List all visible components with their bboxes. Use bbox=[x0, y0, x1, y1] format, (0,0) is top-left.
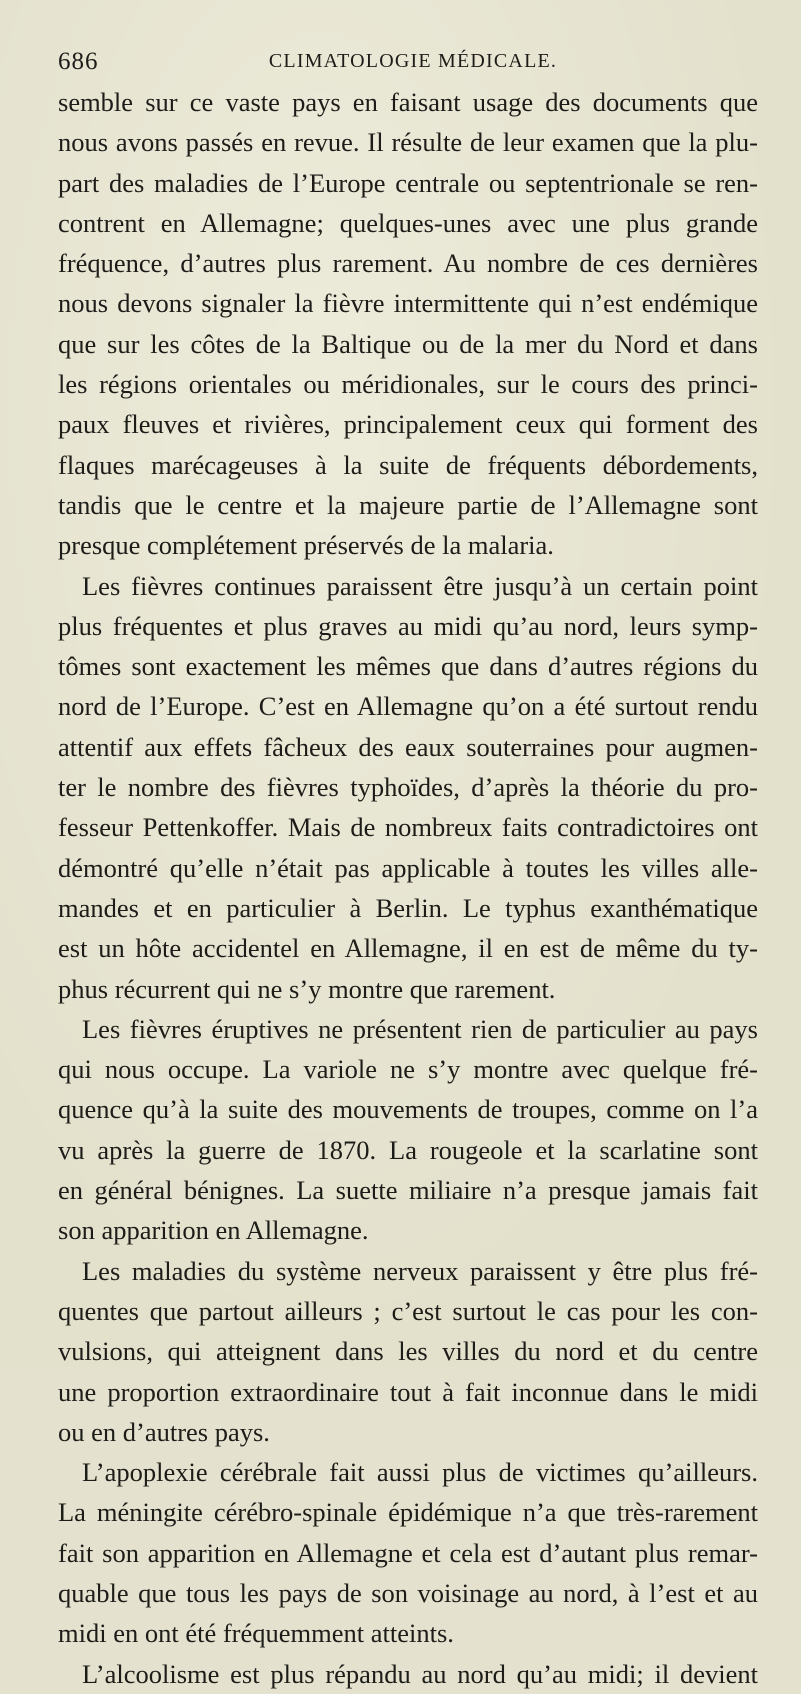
text-line: que sur les côtes de la Baltique ou de la mer du Nord et dans bbox=[58, 328, 758, 359]
text-line: les régions orientales ou méridionales, sur le cours des princi- bbox=[58, 369, 758, 400]
text-line: son apparition en Allemagne. bbox=[58, 1215, 369, 1246]
text-line: L’alcoolisme est plus répandu au nord qu’au midi; il devient bbox=[82, 1658, 758, 1689]
text-line: L’apoplexie cérébrale fait aussi plus de victimes qu’ailleurs. bbox=[82, 1457, 758, 1488]
text-line: ou en d’autres pays. bbox=[58, 1416, 270, 1447]
text-line: fréquence, d’autres plus rarement. Au nombre de ces dernières bbox=[58, 248, 758, 279]
text-line: Les fièvres éruptives ne présentent rien de particulier au pays bbox=[82, 1013, 758, 1044]
text-line: vulsions, qui atteignent dans les villes du nord et du centre bbox=[58, 1336, 758, 1367]
text-line: flaques marécageuses à la suite de fréquents débordements, bbox=[58, 449, 758, 480]
text-line: en général bénignes. La suette miliaire n’a presque jamais fait bbox=[58, 1175, 758, 1206]
text-line: tandis que le centre et la majeure partie de l’Allemagne sont bbox=[58, 489, 758, 520]
text-line: qui nous occupe. La variole ne s’y montre avec quelque fré- bbox=[58, 1054, 758, 1085]
text-line: Les fièvres continues paraissent être jusqu’à un certain point bbox=[82, 570, 758, 601]
text-line: attentif aux effets fâcheux des eaux souterraines pour augmen- bbox=[58, 731, 758, 762]
text-line: La méningite cérébro-spinale épidémique n’a que très-rarement bbox=[58, 1497, 758, 1528]
text-line: presque complétement préservés de la malaria. bbox=[58, 530, 554, 561]
text-line: midi en ont été fréquemment atteints. bbox=[58, 1618, 454, 1649]
page-number: 686 bbox=[58, 48, 99, 75]
text-line: semble sur ce vaste pays en faisant usage des documents que bbox=[58, 87, 758, 117]
running-head bbox=[58, 48, 738, 82]
text-line: est un hôte accidentel en Allemagne, il en est de même du ty- bbox=[58, 933, 758, 964]
text-line: démontré qu’elle n’était pas applicable à toutes les villes alle- bbox=[58, 852, 758, 883]
text-line: mandes et en particulier à Berlin. Le typhus exanthématique bbox=[58, 892, 758, 923]
text-line: paux fleuves et rivières, principalement ceux qui forment des bbox=[58, 409, 758, 440]
text-line: fesseur Pettenkoffer. Mais de nombreux faits contradictoires ont bbox=[58, 812, 758, 843]
text-line: part des maladies de l’Europe centrale ou septentrionale se ren- bbox=[58, 167, 758, 198]
text-line: ter le nombre des fièvres typhoïdes, d’après la théorie du pro- bbox=[58, 772, 758, 803]
text-line: quentes que partout ailleurs ; c’est surtout le cas pour les con- bbox=[58, 1295, 758, 1326]
text-line: quence qu’à la suite des mouvements de troupes, comme on l’a bbox=[58, 1094, 758, 1125]
text-line: nous devons signaler la fièvre intermittente qui n’est endémique bbox=[58, 288, 758, 319]
text-line: fait son apparition en Allemagne et cela est d’autant plus remar- bbox=[58, 1537, 758, 1568]
text-line: vu après la guerre de 1870. La rougeole et la scarlatine sont bbox=[58, 1134, 758, 1165]
text-line: contrent en Allemagne; quelques-unes avec une plus grande bbox=[58, 207, 758, 238]
text-line: Les maladies du système nerveux paraissent y être plus fré- bbox=[82, 1255, 758, 1286]
text-line: nous avons passés en revue. Il résulte de leur examen que la plu- bbox=[58, 127, 758, 158]
text-line: tômes sont exactement les mêmes que dans d’autres régions du bbox=[58, 651, 758, 682]
text-line: quable que tous les pays de son voisinage au nord, à l’est et au bbox=[58, 1577, 758, 1608]
text-line: une proportion extraordinaire tout à fait inconnue dans le midi bbox=[58, 1376, 758, 1407]
text-line: plus fréquentes et plus graves au midi qu’au nord, leurs symp- bbox=[58, 610, 758, 641]
body-text bbox=[58, 82, 758, 1694]
text-line: nord de l’Europe. C’est en Allemagne qu’on a été surtout rendu bbox=[58, 691, 758, 722]
text-line: phus récurrent qui ne s’y montre que rarement. bbox=[58, 973, 556, 1004]
running-head-title: CLIMATOLOGIE MÉDICALE. bbox=[268, 50, 558, 72]
